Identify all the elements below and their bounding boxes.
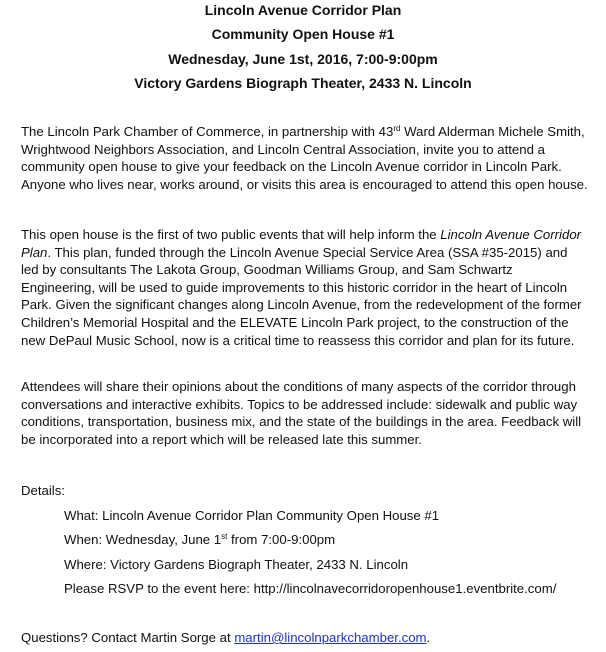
text-line: Engineering, will be used to guide improvements to this historic corridor in the heart of Lincoln — [21, 279, 568, 295]
text-line — [21, 226, 591, 244]
event-date-time: Wednesday, June 1st, 2016, 7:00-9:00pm — [168, 51, 438, 67]
attendees-paragraph — [21, 378, 591, 448]
text-run: The Lincoln Park Chamber of Commerce, in partnership with 43 — [21, 124, 394, 139]
contact-line — [21, 629, 430, 647]
superscript: rd — [393, 124, 401, 133]
text-line: community open house to give your feedback on the Lincoln Avenue corridor in Lincoln Park. — [21, 159, 562, 175]
text-line — [21, 244, 591, 262]
text-run: Questions? Contact Martin Sorge at — [21, 630, 235, 645]
text-line: new DePaul Music School, now is a critical time to reassess this corridor and plan for its future. — [21, 332, 575, 348]
text-line: Park. Given the significant changes along Lincoln Avenue, from the redevelopment of the former — [21, 297, 582, 313]
text-run: from 7:00-9:00pm — [227, 532, 336, 547]
text-line: Anyone who lives near, works around, or visits this area is encouraged to attend this open house. — [21, 176, 588, 192]
document-subtitle: Community Open House #1 — [211, 26, 395, 42]
detail-when — [64, 531, 335, 549]
italic-text: Lincoln Avenue Corridor — [440, 227, 582, 242]
text-line: conditions, transportation, business mix, and the state of the buildings in the area. Feedback will — [21, 414, 582, 430]
intro-paragraph — [21, 123, 591, 193]
document-title: Lincoln Avenue Corridor Plan — [204, 2, 402, 18]
text-run: Ward Alderman Michele Smith, — [400, 124, 585, 139]
detail-where: Where: Victory Gardens Biograph Theater, 2433 N. Lincoln — [64, 557, 409, 572]
details-label: Details: — [21, 483, 65, 498]
text-line — [21, 123, 591, 141]
detail-what: What: Lincoln Avenue Corridor Plan Community Open House #1 — [64, 508, 440, 523]
text-line: Wrightwood Neighbors Association, and Lincoln Central Association, invite you to attend a — [21, 141, 545, 157]
text-run: When: Wednesday, June 1 — [64, 532, 222, 547]
plan-paragraph — [21, 226, 591, 349]
text-run: . — [426, 630, 431, 645]
text-line: Attendees will share their opinions about the conditions of many aspects of the corridor through — [21, 379, 576, 394]
text-line: be incorporated into a report which will be released late this summer. — [21, 431, 422, 447]
event-location: Victory Gardens Biograph Theater, 2433 N. Lincoln — [134, 75, 472, 91]
contact-email-link[interactable]: martin@lincolnparkchamber.com — [234, 630, 427, 645]
italic-text: Plan — [21, 244, 48, 260]
text-run: This open house is the first of two public events that will help inform the — [21, 227, 441, 242]
detail-rsvp: Please RSVP to the event here: http://lincolnavecorridoropenhouse1.eventbrite.com/ — [64, 581, 557, 596]
text-line: led by consultants The Lakota Group, Goodman Williams Group, and Sam Schwartz — [21, 262, 513, 278]
text-run: . This plan, funded through the Lincoln Avenue Special Service Area (SSA #35-2015) and — [47, 244, 568, 260]
text-line: conversations and interactive exhibits. Topics to be addressed include: sidewalk and public way — [21, 396, 578, 412]
superscript: st — [221, 532, 228, 541]
text-line: Children’s Memorial Hospital and the ELEVATE Lincoln Park project, to the construction of the — [21, 314, 569, 330]
